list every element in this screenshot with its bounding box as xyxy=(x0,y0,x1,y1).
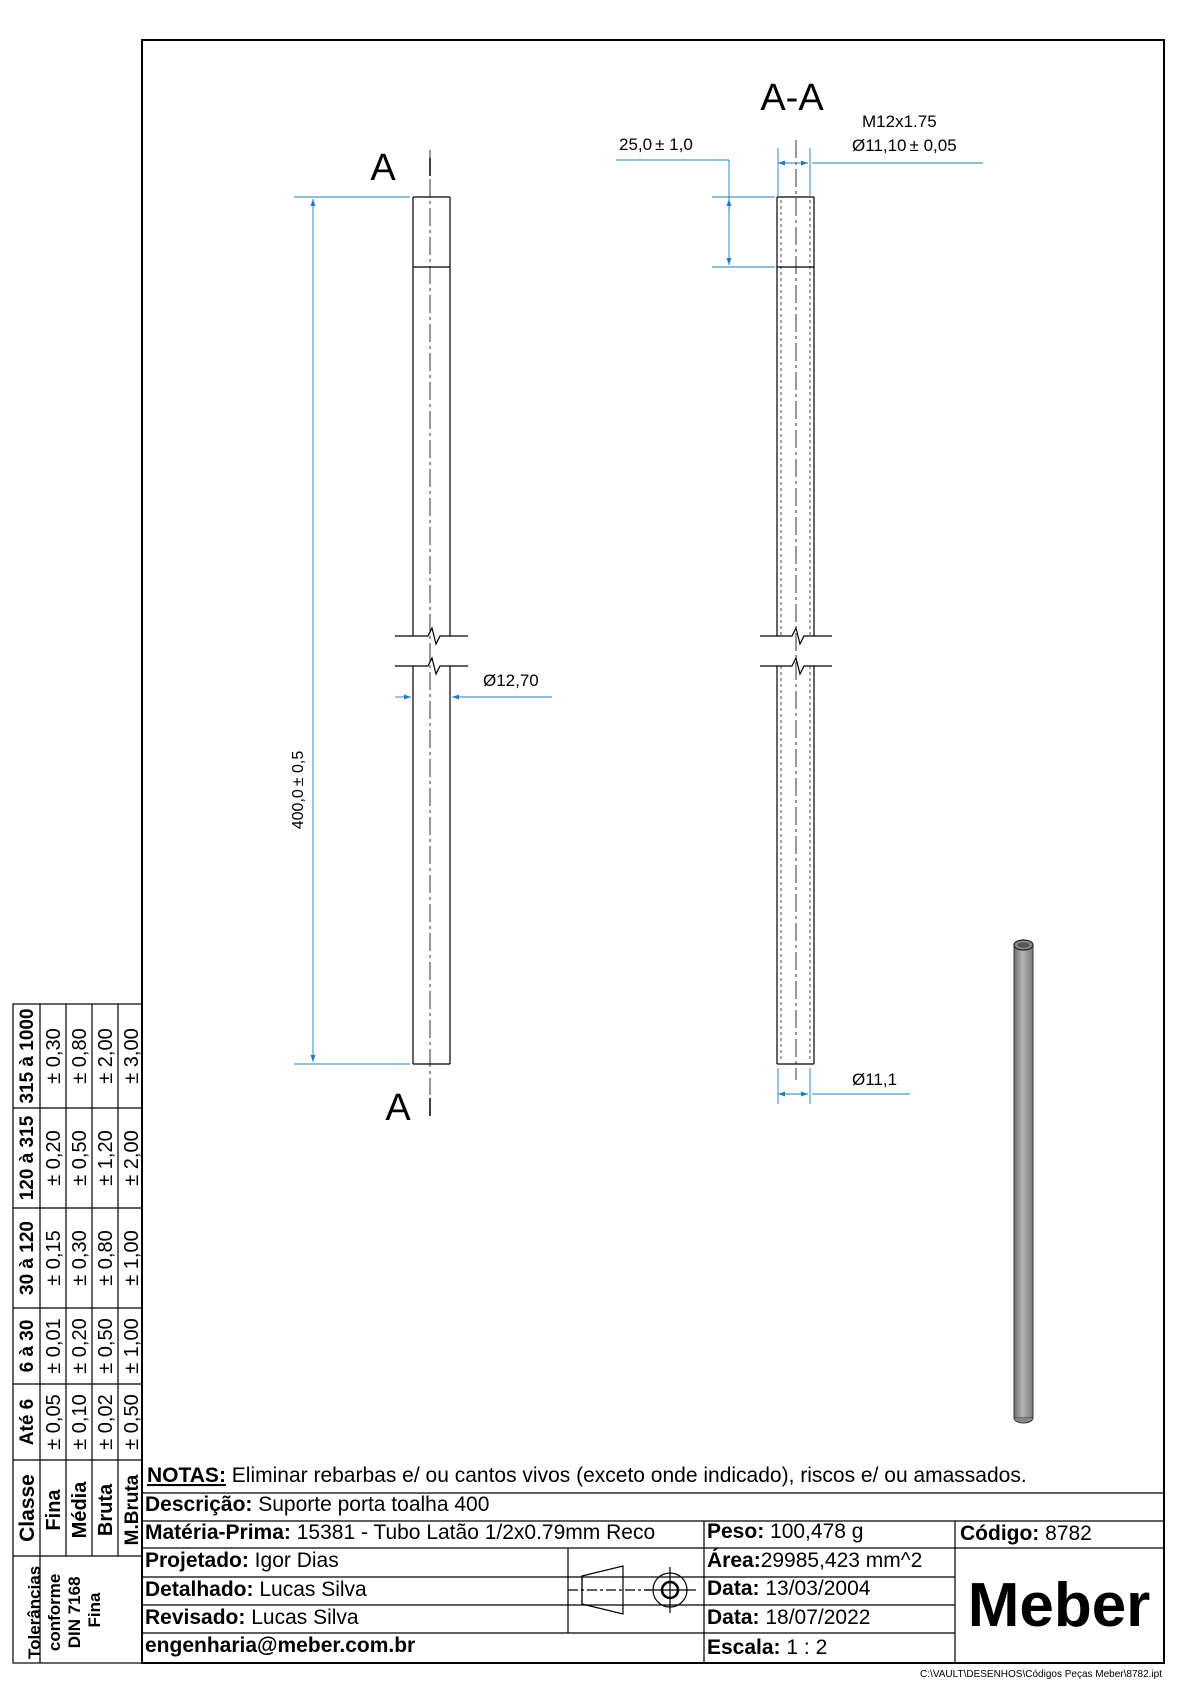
tol-value: ± 0,10 xyxy=(69,1394,91,1450)
tol-value: ± 0,15 xyxy=(43,1230,65,1286)
descricao: Descrição: Suporte porta toalha 400 xyxy=(145,1493,490,1516)
tol-value: ± 0,20 xyxy=(43,1130,65,1186)
tol-value: ± 0,01 xyxy=(43,1318,65,1374)
tol-value: ± 0,02 xyxy=(95,1394,117,1450)
isometric-part-view xyxy=(1014,940,1033,1423)
tol-value: ± 1,00 xyxy=(121,1230,143,1286)
first-angle-projection-symbol xyxy=(568,1566,696,1614)
peso: Peso: 100,478 g xyxy=(707,1520,864,1543)
tol-header-range-4: 120 à 315 xyxy=(17,1115,38,1201)
tol-value: ± 0,80 xyxy=(69,1028,91,1084)
thread-spec-text: M12x1.75 xyxy=(862,112,937,131)
revisado: Revisado: Lucas Silva xyxy=(145,1606,359,1629)
section-letter-top: A xyxy=(370,147,396,189)
tol-value: ± 2,00 xyxy=(95,1028,117,1084)
escala: Escala: 1 : 2 xyxy=(707,1636,828,1659)
thread-depth-dimension xyxy=(616,160,775,267)
tol-header-range-5: 315 à 1000 xyxy=(17,1008,38,1104)
tol-value: ± 0,20 xyxy=(69,1318,91,1374)
length-dimension xyxy=(294,197,410,1064)
tol-header-range-2: 6 à 30 xyxy=(17,1319,38,1373)
tol-header-range-1: Até 6 xyxy=(17,1398,38,1446)
tol-value: ± 0,30 xyxy=(69,1230,91,1286)
length-dimension-text: 400,0± 0,5 xyxy=(290,750,307,830)
tolerance-standard-label: Tolerâncias conforme DIN 7168 Fina xyxy=(25,1565,104,1659)
tol-value: ± 0,05 xyxy=(43,1394,65,1450)
email: engenharia@meber.com.br xyxy=(145,1634,416,1657)
materia-prima: Matéria-Prima: 15381 - Tubo Latão 1/2x0.79mm Reco xyxy=(145,1521,656,1544)
tol-value: ± 0,80 xyxy=(95,1230,117,1286)
inner-diameter-text: Ø11,1 xyxy=(852,1070,898,1089)
tol-value: ± 0,50 xyxy=(121,1394,143,1450)
tol-value: ± 0,30 xyxy=(43,1028,65,1084)
company-logo: Meber xyxy=(967,1571,1151,1640)
tol-class-mbruta: M.Bruta xyxy=(122,1474,143,1546)
front-view xyxy=(395,150,468,1116)
tol-class-fina: Fina xyxy=(43,1489,65,1531)
tol-value: ± 0,50 xyxy=(69,1130,91,1186)
tol-header-classe: Classe xyxy=(16,1474,39,1542)
outer-diameter-text: Ø12,70 xyxy=(483,671,539,690)
file-path: C:\VAULT\DESENHOS\Códigos Peças Meber\8782.ipt xyxy=(920,1669,1162,1680)
tol-header-range-3: 30 à 120 xyxy=(17,1221,38,1295)
section-title: A-A xyxy=(760,77,824,119)
tol-class-media: Média xyxy=(69,1481,91,1539)
data-criacao: Data: 13/03/2004 xyxy=(707,1577,871,1600)
thread-diameter-text: Ø11,10 ± 0,05 xyxy=(852,136,957,155)
tol-value: ± 2,00 xyxy=(121,1130,143,1186)
tolerance-table-text xyxy=(16,1008,143,1659)
tol-value: ± 3,00 xyxy=(121,1028,143,1084)
drawing-border xyxy=(142,40,1164,1663)
section-view xyxy=(760,140,832,1080)
tol-value: ± 0,50 xyxy=(95,1318,117,1374)
thread-diameter-dimension xyxy=(778,148,983,196)
tol-value: ± 1,00 xyxy=(121,1318,143,1374)
detalhado: Detalhado: Lucas Silva xyxy=(145,1578,367,1601)
notes: NOTAS: Eliminar rebarbas e/ ou cantos vivos (exceto onde indicado), riscos e/ ou amassados. xyxy=(147,1464,1027,1487)
tol-class-bruta: Bruta xyxy=(95,1483,117,1537)
codigo: Código: 8782 xyxy=(960,1522,1092,1545)
projetado: Projetado: Igor Dias xyxy=(145,1549,339,1572)
data-revisao: Data: 18/07/2022 xyxy=(707,1606,871,1629)
thread-depth-text: 25,0 ± 1,0 xyxy=(619,135,693,154)
section-letter-bottom: A xyxy=(385,1087,411,1129)
tol-value: ± 1,20 xyxy=(95,1130,117,1186)
area: Área:29985,423 mm^2 xyxy=(707,1549,923,1572)
